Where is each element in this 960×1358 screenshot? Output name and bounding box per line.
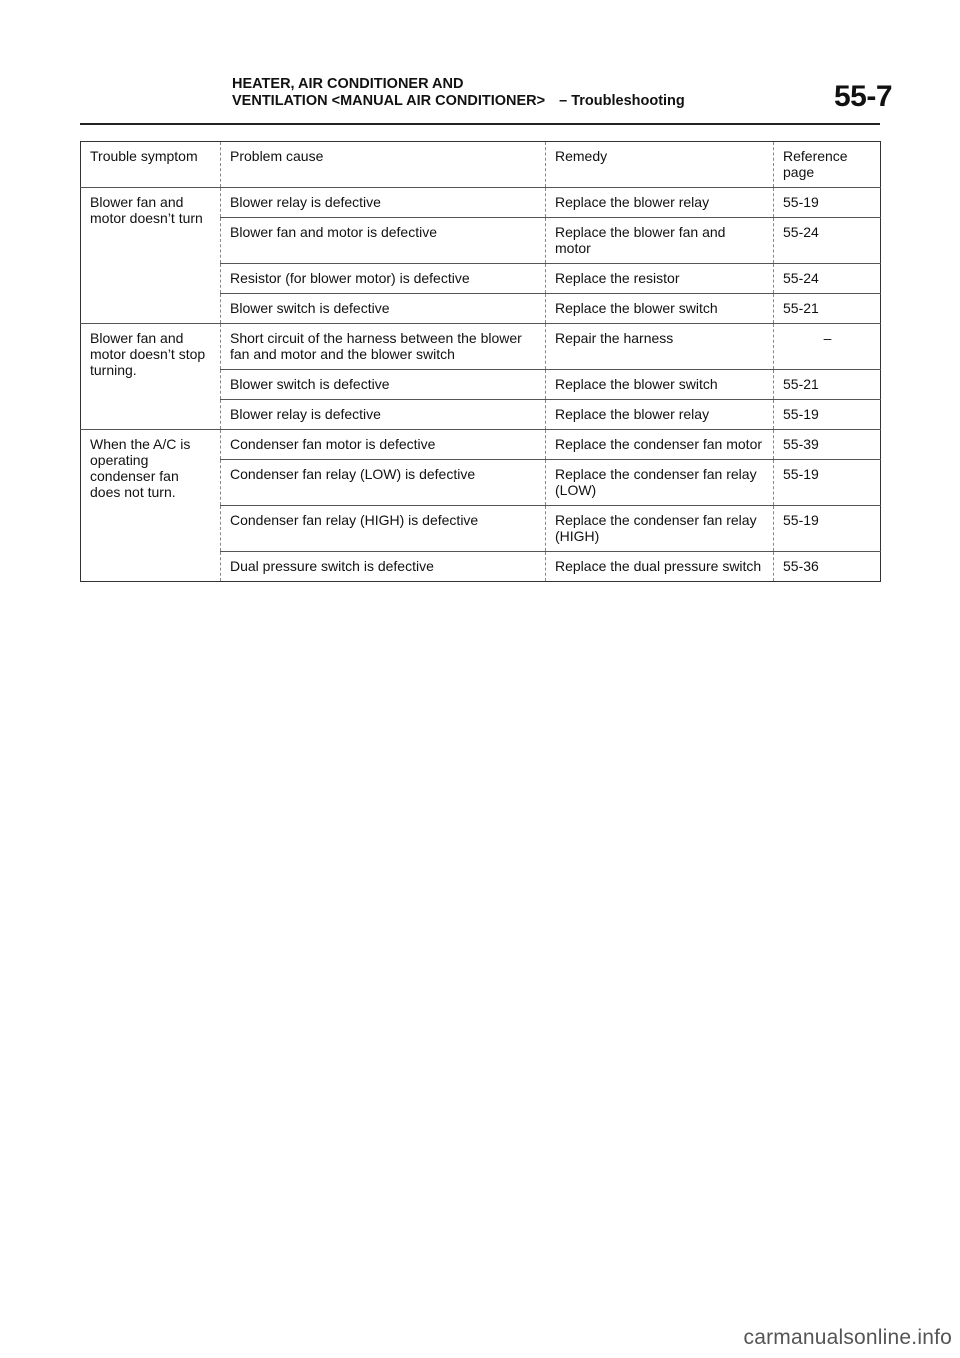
cause-cell: Blower switch is defective — [221, 370, 546, 400]
reference-cell: – — [774, 324, 881, 370]
column-header-symptom: Trouble symptom — [81, 142, 221, 188]
reference-cell: 55-19 — [774, 506, 881, 552]
watermark: carmanualsonline.info — [743, 1326, 952, 1349]
remedy-cell: Replace the blower fan and motor — [546, 218, 774, 264]
cause-cell: Short circuit of the harness between the blower fan and motor and the blower switch — [221, 324, 546, 370]
header-title-line2 — [232, 93, 685, 110]
cause-cell: Blower relay is defective — [221, 400, 546, 430]
reference-cell: 55-36 — [774, 552, 881, 582]
page-header — [232, 76, 892, 124]
header-title-line1: HEATER, AIR CONDITIONER AND — [232, 76, 464, 92]
reference-cell: 55-19 — [774, 400, 881, 430]
cause-cell: Blower fan and motor is defective — [221, 218, 546, 264]
remedy-cell: Replace the condenser fan relay (HIGH) — [546, 506, 774, 552]
remedy-cell: Replace the blower relay — [546, 400, 774, 430]
page-number: 55-7 — [833, 80, 892, 113]
table-header-row — [81, 142, 881, 188]
remedy-cell: Replace the blower switch — [546, 370, 774, 400]
cause-cell: Condenser fan relay (LOW) is defective — [221, 460, 546, 506]
reference-cell: 55-24 — [774, 218, 881, 264]
remedy-cell: Replace the blower relay — [546, 188, 774, 218]
symptom-cell: Blower fan and motor doesn’t turn — [81, 188, 221, 324]
remedy-cell: Replace the dual pressure switch — [546, 552, 774, 582]
remedy-cell: Repair the harness — [546, 324, 774, 370]
remedy-cell: Replace the blower switch — [546, 294, 774, 324]
column-header-cause: Problem cause — [221, 142, 546, 188]
column-header-reference: Reference page — [774, 142, 881, 188]
reference-cell: 55-24 — [774, 264, 881, 294]
table-row — [81, 324, 881, 370]
remedy-cell: Replace the condenser fan motor — [546, 430, 774, 460]
cause-cell: Condenser fan motor is defective — [221, 430, 546, 460]
reference-cell: 55-21 — [774, 294, 881, 324]
cause-cell: Resistor (for blower motor) is defective — [221, 264, 546, 294]
remedy-cell: Replace the condenser fan relay (LOW) — [546, 460, 774, 506]
cause-cell: Blower relay is defective — [221, 188, 546, 218]
table-row — [81, 188, 881, 218]
reference-cell: 55-19 — [774, 188, 881, 218]
header-title-line2-text: VENTILATION <MANUAL AIR CONDITIONER> — [232, 93, 546, 109]
cause-cell: Dual pressure switch is defective — [221, 552, 546, 582]
header-section: – Troubleshooting — [559, 93, 685, 109]
cause-cell: Condenser fan relay (HIGH) is defective — [221, 506, 546, 552]
header-rule — [80, 123, 880, 125]
cause-cell: Blower switch is defective — [221, 294, 546, 324]
reference-cell: 55-19 — [774, 460, 881, 506]
table-row — [81, 430, 881, 460]
troubleshooting-table — [80, 141, 881, 582]
reference-cell: 55-21 — [774, 370, 881, 400]
column-header-remedy: Remedy — [546, 142, 774, 188]
remedy-cell: Replace the resistor — [546, 264, 774, 294]
reference-cell: 55-39 — [774, 430, 881, 460]
symptom-cell: Blower fan and motor doesn’t stop turning. — [81, 324, 221, 430]
symptom-cell: When the A/C is operating condenser fan does not turn. — [81, 430, 221, 582]
